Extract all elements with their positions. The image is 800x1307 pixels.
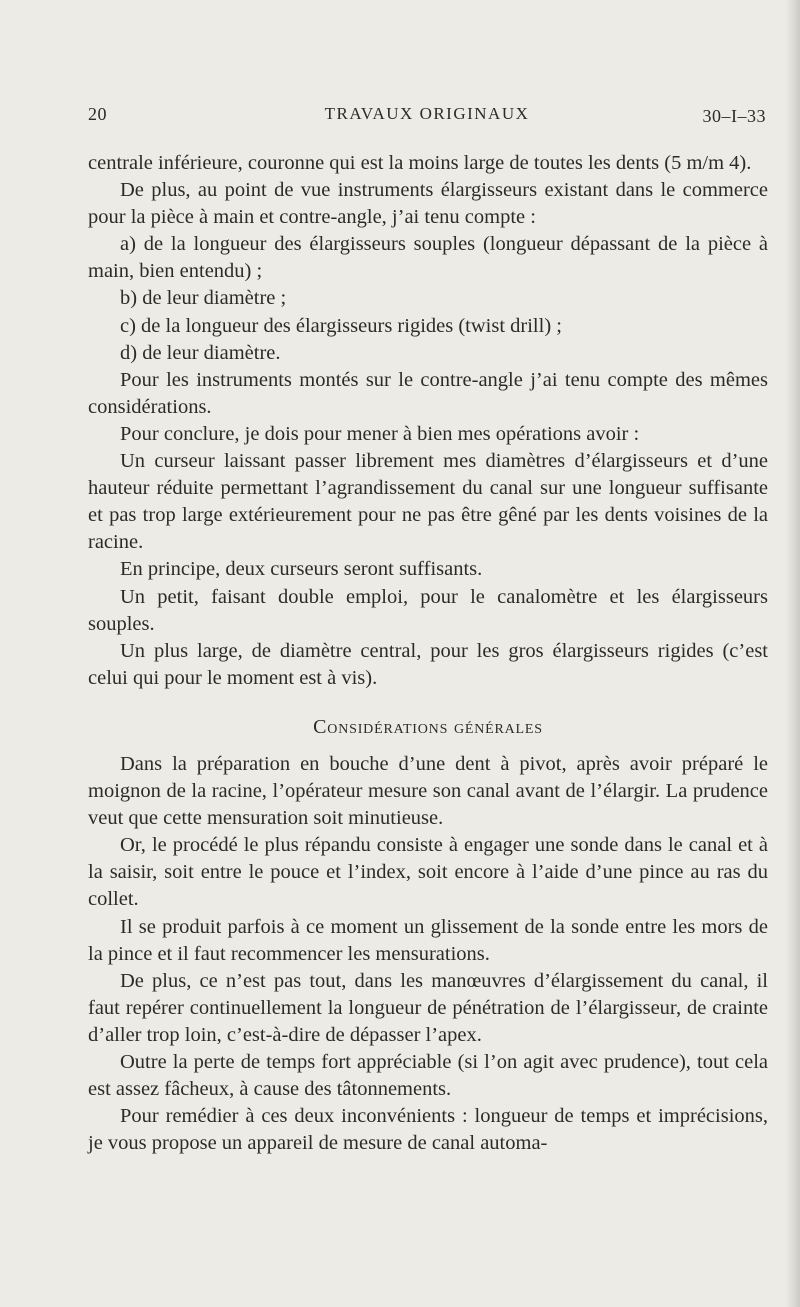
list-item-a: a) de la longueur des élargisseurs souples (longueur dépassant de la pièce à main, bien entendu) ;: [88, 233, 768, 283]
journal-title: TRAVAUX ORIGINAUX: [324, 104, 530, 123]
list-item-d: d) de leur diamètre.: [120, 341, 281, 364]
paragraph: Un plus large, de diamètre central, pour les gros élargisseurs rigides (c’est celui qui pour le moment est à vis).: [88, 639, 768, 689]
paragraph: En principe, deux curseurs seront suffisants.: [120, 558, 483, 581]
paragraph: Pour conclure, je dois pour mener à bien mes opérations avoir :: [120, 422, 640, 445]
running-header: [88, 104, 766, 130]
page-body: [88, 150, 768, 1157]
paragraph: Pour les instruments montés sur le contre-angle j’ai tenu compte des mêmes considérations.: [88, 368, 768, 418]
page-number: 20: [88, 104, 107, 124]
paragraph: centrale inférieure, couronne qui est la moins large de toutes les dents (5 m/m 4).: [88, 152, 752, 174]
paragraph: Il se produit parfois à ce moment un glissement de la sonde entre les mors de la pince et il faut recommencer les mensurations.: [88, 915, 768, 965]
paragraph: De plus, ce n’est pas tout, dans les manœuvres d’élargissement du canal, il faut repérer continuellement la longueur de pénétration de l’élargisseur, de crainte d’aller trop loin, c’est-à-dire de dépasser l’apex.: [88, 969, 768, 1046]
paragraph: Un petit, faisant double emploi, pour le canalomètre et les élargisseurs souples.: [88, 585, 768, 635]
list-item-b: b) de leur diamètre ;: [120, 287, 287, 310]
page-edge-shadow: [786, 0, 800, 1307]
paragraph: Pour remédier à ces deux inconvénients : longueur de temps et imprécisions, je vous propose un appareil de mesure de canal automa-: [88, 1105, 768, 1155]
paragraph-italic-emphasis: Un curseur laissant passer librement mes diamètres d’élargisseurs et d’une hauteur réduite permettant l’agrandissement du canal sur une longueur suffisante et pas trop large extérieurement pour ne pas être gêné par les dents voisines de la racine.: [88, 450, 768, 554]
paragraph: De plus, au point de vue instruments élargisseurs existant dans le commerce pour la pièce à main et contre-angle, j’ai tenu compte :: [88, 179, 768, 229]
issue-date: 30–I–33: [702, 106, 766, 126]
paragraph: Or, le procédé le plus répandu consiste à engager une sonde dans le canal et à la saisir, soit entre le pouce et l’index, soit encore à l’aide d’une pince au ras du collet.: [88, 834, 768, 911]
section-heading: Considérations générales: [313, 715, 543, 738]
paragraph: Dans la préparation en bouche d’une dent à pivot, après avoir préparé le moignon de la racine, l’opérateur mesure son canal avant de l’élargir. La prudence veut que cette mensuration soit minutieuse.: [88, 752, 768, 830]
paragraph: Outre la perte de temps fort appréciable (si l’on agit avec prudence), tout cela est assez fâcheux, à cause des tâtonnements.: [88, 1051, 768, 1101]
list-item-c: c) de la longueur des élargisseurs rigides (twist drill) ;: [120, 314, 562, 337]
